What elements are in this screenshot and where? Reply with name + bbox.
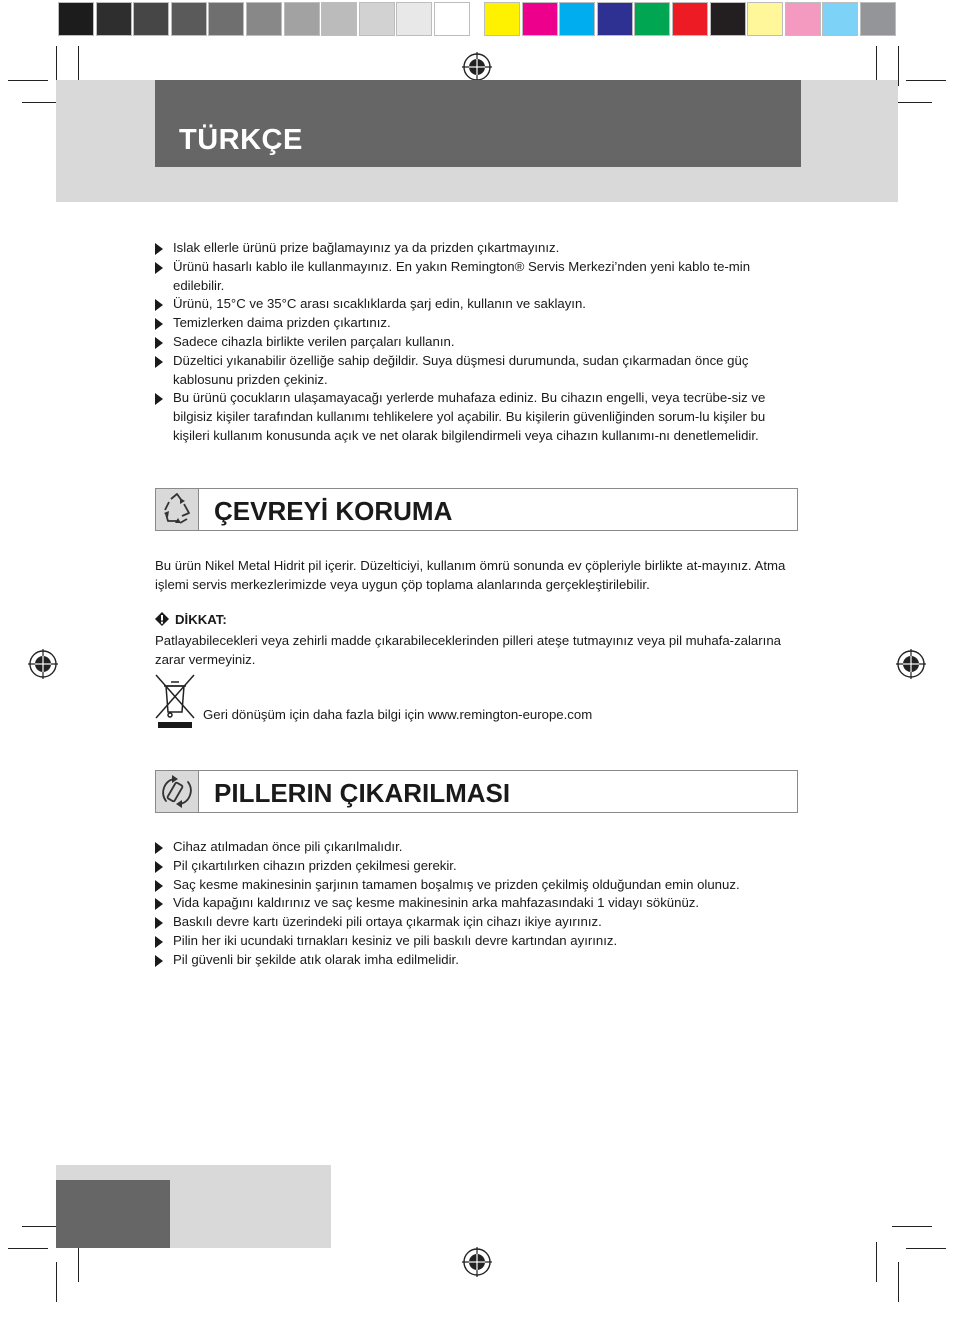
color-swatch: [634, 2, 670, 36]
color-swatch: [396, 2, 432, 36]
color-swatch: [710, 2, 746, 36]
color-swatch: [860, 2, 896, 36]
bullet-arrow-icon: [155, 936, 163, 948]
color-swatch: [597, 2, 633, 36]
color-swatch: [171, 2, 207, 36]
list-item: [155, 239, 805, 258]
bullet-arrow-icon: [155, 898, 163, 910]
bullet-arrow-icon: [155, 262, 163, 274]
bullet-arrow-icon: [155, 917, 163, 929]
list-item-text: Pilin her iki ucundaki tırnakları kesiniz ve pili baskılı devre kartından ayırınız.: [173, 932, 618, 948]
safety-list: [155, 239, 805, 446]
bullet-arrow-icon: [155, 393, 163, 405]
color-swatch: [58, 2, 94, 36]
list-item-text: Vida kapağını kaldırınız ve saç kesme makinesinin arka mahfazasındaki 1 vidayı sökünüz.: [173, 895, 700, 911]
crop-mark: [898, 1262, 899, 1302]
color-swatch: [359, 2, 395, 36]
list-item: [155, 314, 805, 333]
crop-mark: [892, 102, 932, 103]
environment-text: Bu ürün Nikel Metal Hidrit pil içerir. Düzelticiyi, kullanım ömrü sonunda ev çöpleriyle birlikte at-mayınız. Atma işlemi servis merkezlerimizde veya uygun çöp toplama alanlarında gerçekleştirilebilir.: [155, 558, 786, 592]
bullet-arrow-icon: [155, 955, 163, 967]
list-item-text: Temizlerken daima prizden çıkartınız.: [173, 315, 391, 331]
list-item: [155, 295, 805, 314]
color-swatch: [208, 2, 244, 36]
bullet-arrow-icon: [155, 861, 163, 873]
page-title: TÜRKÇE: [179, 124, 303, 156]
color-swatch: [434, 2, 470, 36]
recycling-info-text: Geri dönüşüm için daha fazla bilgi için www.remington-europe.com: [203, 707, 593, 722]
color-swatch: [321, 2, 357, 36]
list-item-text: Cihaz atılmadan önce pili çıkarılmalıdır.: [173, 839, 403, 854]
caution-text: Patlayabilecekleri veya zehirli madde çıkarabileceklerinden pilleri ateşe tutmayınız veya pil muhafa-zalarına zarar vermeyiniz.: [155, 633, 781, 667]
list-item-text: Bu ürünü çocukların ulaşamayacağı yerlerde muhafaza ediniz. Bu cihazın engelli, veya tecrübe-siz ve bilgisiz kişiler tarafından kullanımı tehlikelere yol açabilir. Bu kişilerin güvenliğinden sorum-lu kişiler bu kişileri kullanım konusunda açık ve net olarak bilgilendirmeli veya cihazın kullanımı-nı denetlemelidir.: [173, 390, 766, 443]
color-swatch: [522, 2, 558, 36]
gray-swatch-bar: [58, 2, 472, 38]
list-item-text: Baskılı devre kartı üzerindeki pili ortaya çıkarmak için cihazı ikiye ayırınız.: [173, 914, 602, 930]
color-swatch: [672, 2, 708, 36]
section-title: PILLERIN ÇIKARILMASI: [214, 778, 511, 808]
battery-removal-list: [155, 838, 805, 970]
list-item: [155, 894, 805, 913]
recycle-icon: [156, 489, 199, 530]
section-title: ÇEVREYİ KORUMA: [214, 496, 453, 526]
crop-mark: [892, 1226, 932, 1227]
list-item: [155, 333, 805, 352]
crop-mark: [906, 80, 946, 81]
caution-heading: [155, 612, 227, 627]
color-swatch: [284, 2, 320, 36]
bullet-arrow-icon: [155, 356, 163, 368]
crop-mark: [906, 1248, 946, 1249]
section-header-environment: [155, 488, 798, 531]
section-header-battery-removal: [155, 770, 798, 813]
list-item: [155, 258, 805, 296]
color-swatch: [747, 2, 783, 36]
list-item-text: Düzeltici yıkanabilir özelliğe sahip değildir. Suya düşmesi durumunda, sudan çıkarmadan önce güç kablosunu prizden çekiniz.: [173, 352, 749, 387]
bullet-arrow-icon: [155, 842, 163, 854]
list-item: [155, 932, 805, 951]
caution-label: DİKKAT:: [175, 612, 227, 627]
registration-mark-icon: [896, 649, 926, 679]
list-item-text: Ürünü hasarlı kablo ile kullanmayınız. En yakın Remington® Servis Merkezi’nden yeni kablo te-min edilebilir.: [173, 258, 751, 293]
weee-bin-icon: [154, 672, 196, 730]
color-swatch-bar: [484, 2, 898, 38]
crop-mark: [898, 46, 899, 86]
list-item-text: Islak ellerle ürünü prize bağlamayınız ya da prizden çıkartmayınız.: [173, 240, 560, 255]
bullet-arrow-icon: [155, 337, 163, 349]
crop-mark: [8, 80, 48, 81]
crop-mark: [78, 1242, 79, 1282]
color-swatch: [559, 2, 595, 36]
page-number-tab: [56, 1180, 170, 1248]
crop-mark: [56, 1262, 57, 1302]
list-item: [155, 352, 805, 390]
color-swatch: [822, 2, 858, 36]
list-item: [155, 389, 805, 445]
language-header: [155, 80, 801, 167]
list-item: [155, 951, 805, 970]
registration-mark-icon: [28, 649, 58, 679]
crop-mark: [876, 1242, 877, 1282]
list-item-text: Sadece cihazla birlikte verilen parçaları kullanın.: [173, 333, 455, 349]
crop-mark: [8, 1248, 48, 1249]
bullet-arrow-icon: [155, 299, 163, 311]
color-swatch: [785, 2, 821, 36]
registration-mark-icon: [462, 1247, 492, 1277]
warning-icon: [155, 612, 169, 626]
registration-mark-icon: [462, 52, 492, 82]
list-item-text: Pil güvenli bir şekilde atık olarak imha edilmelidir.: [173, 951, 459, 967]
list-item: [155, 876, 805, 895]
bullet-arrow-icon: [155, 243, 163, 255]
list-item: [155, 857, 805, 876]
bullet-arrow-icon: [155, 880, 163, 892]
color-swatch: [96, 2, 132, 36]
battery-removal-icon: [156, 771, 199, 812]
list-item: [155, 838, 805, 857]
bullet-arrow-icon: [155, 318, 163, 330]
color-swatch: [484, 2, 520, 36]
color-swatch: [246, 2, 282, 36]
list-item-text: Saç kesme makinesinin şarjının tamamen boşalmış ve prizden çekilmiş olduğundan emin olunuz.: [173, 876, 740, 892]
list-item: [155, 913, 805, 932]
list-item-text: Ürünü, 15°C ve 35°C arası sıcaklıklarda şarj edin, kullanın ve saklayın.: [173, 296, 586, 312]
color-swatch: [133, 2, 169, 36]
list-item-text: Pil çıkartılırken cihazın prizden çekilmesi gerekir.: [173, 857, 457, 873]
